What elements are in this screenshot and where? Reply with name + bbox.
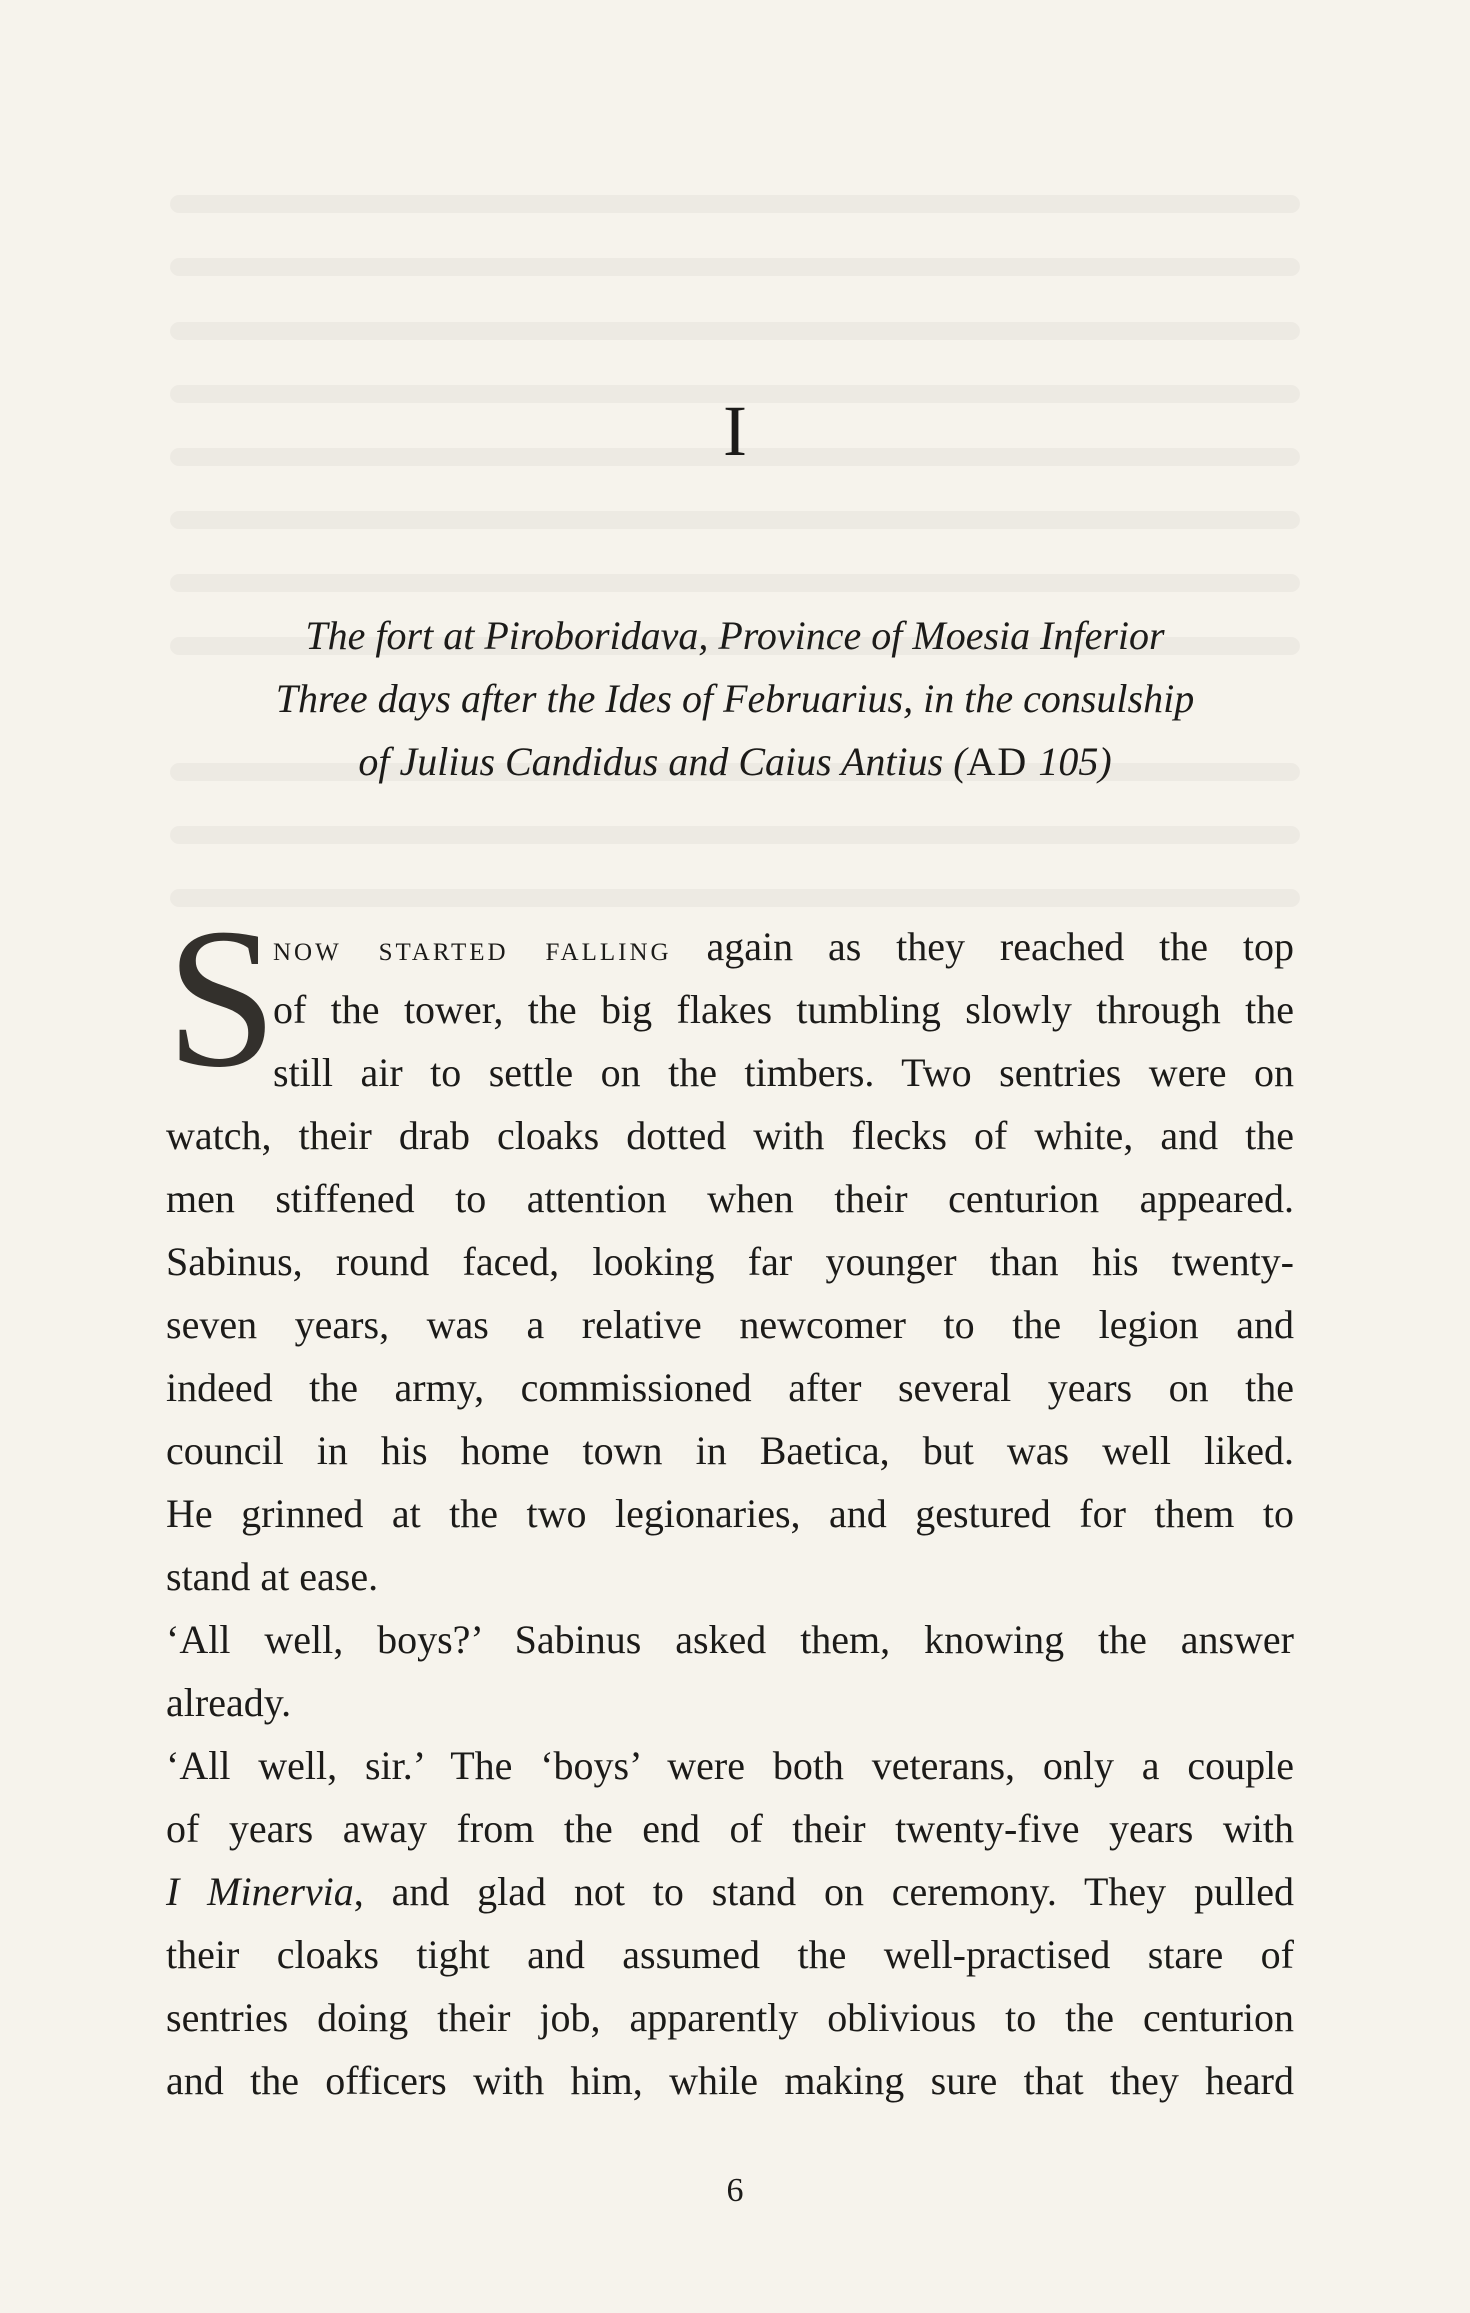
text-line: ‘All well, boys?’ Sabinus asked them, knowing the answer <box>166 1617 1294 1662</box>
text-fragment: again as they reached the top <box>671 924 1295 969</box>
text-line: He grinned at the two legionaries, and gestured for them to <box>166 1491 1294 1536</box>
chapter-number: I <box>723 391 747 471</box>
chapter-epigraph <box>0 604 1470 793</box>
show-through-line <box>170 574 1300 592</box>
text-line: indeed the army, commissioned after several years on the <box>166 1365 1294 1410</box>
show-through-line <box>170 826 1300 844</box>
drop-cap: S <box>166 888 278 1109</box>
text-line: council in his home town in Baetica, but was well liked. <box>166 1428 1294 1473</box>
epigraph-line: The fort at Piroboridava, Province of Moesia Inferior <box>305 613 1165 658</box>
text-line <box>166 1860 1294 1923</box>
text-line <box>273 915 1294 978</box>
show-through-line <box>170 195 1300 213</box>
epigraph-line <box>0 730 1470 793</box>
text-line: stand at ease. <box>166 1554 379 1599</box>
text-line: ‘All well, sir.’ The ‘boys’ were both veterans, only a couple <box>166 1743 1294 1788</box>
opening-small-caps: now started falling <box>273 928 672 968</box>
text-fragment: , and glad not to stand on ceremony. They pulled <box>353 1869 1294 1914</box>
text-line: Sabinus, round faced, looking far younger than his twenty- <box>166 1239 1294 1284</box>
text-line: watch, their drab cloaks dotted with flecks of white, and the <box>166 1113 1294 1158</box>
epigraph-era: AD <box>966 739 1029 784</box>
ship-name: I Minervia <box>166 1869 354 1914</box>
text-line: seven years, was a relative newcomer to the legion and <box>166 1302 1294 1347</box>
page-number: 6 <box>726 2172 744 2209</box>
epigraph-year: 105) <box>1028 739 1112 784</box>
epigraph-text: of Julius Candidus and Caius Antius ( <box>358 739 967 784</box>
body-text <box>166 888 1295 2112</box>
show-through-line <box>170 889 1300 907</box>
text-line: of the tower, the big flakes tumbling slowly through the <box>273 987 1294 1032</box>
text-line: and the officers with him, while making sure that they heard <box>166 2058 1294 2103</box>
text-line: their cloaks tight and assumed the well-practised stare of <box>166 1932 1294 1977</box>
text-line: already. <box>166 1680 292 1725</box>
show-through-line <box>170 258 1300 276</box>
text-line: still air to settle on the timbers. Two sentries were on <box>273 1050 1294 1095</box>
show-through-line <box>170 322 1300 340</box>
text-line: sentries doing their job, apparently oblivious to the centurion <box>166 1995 1294 2040</box>
text-line: men stiffened to attention when their centurion appeared. <box>166 1176 1294 1221</box>
epigraph-line: Three days after the Ides of Februarius, in the consulship <box>275 676 1195 721</box>
show-through-line <box>170 511 1300 529</box>
text-line: of years away from the end of their twenty-five years with <box>166 1806 1294 1851</box>
